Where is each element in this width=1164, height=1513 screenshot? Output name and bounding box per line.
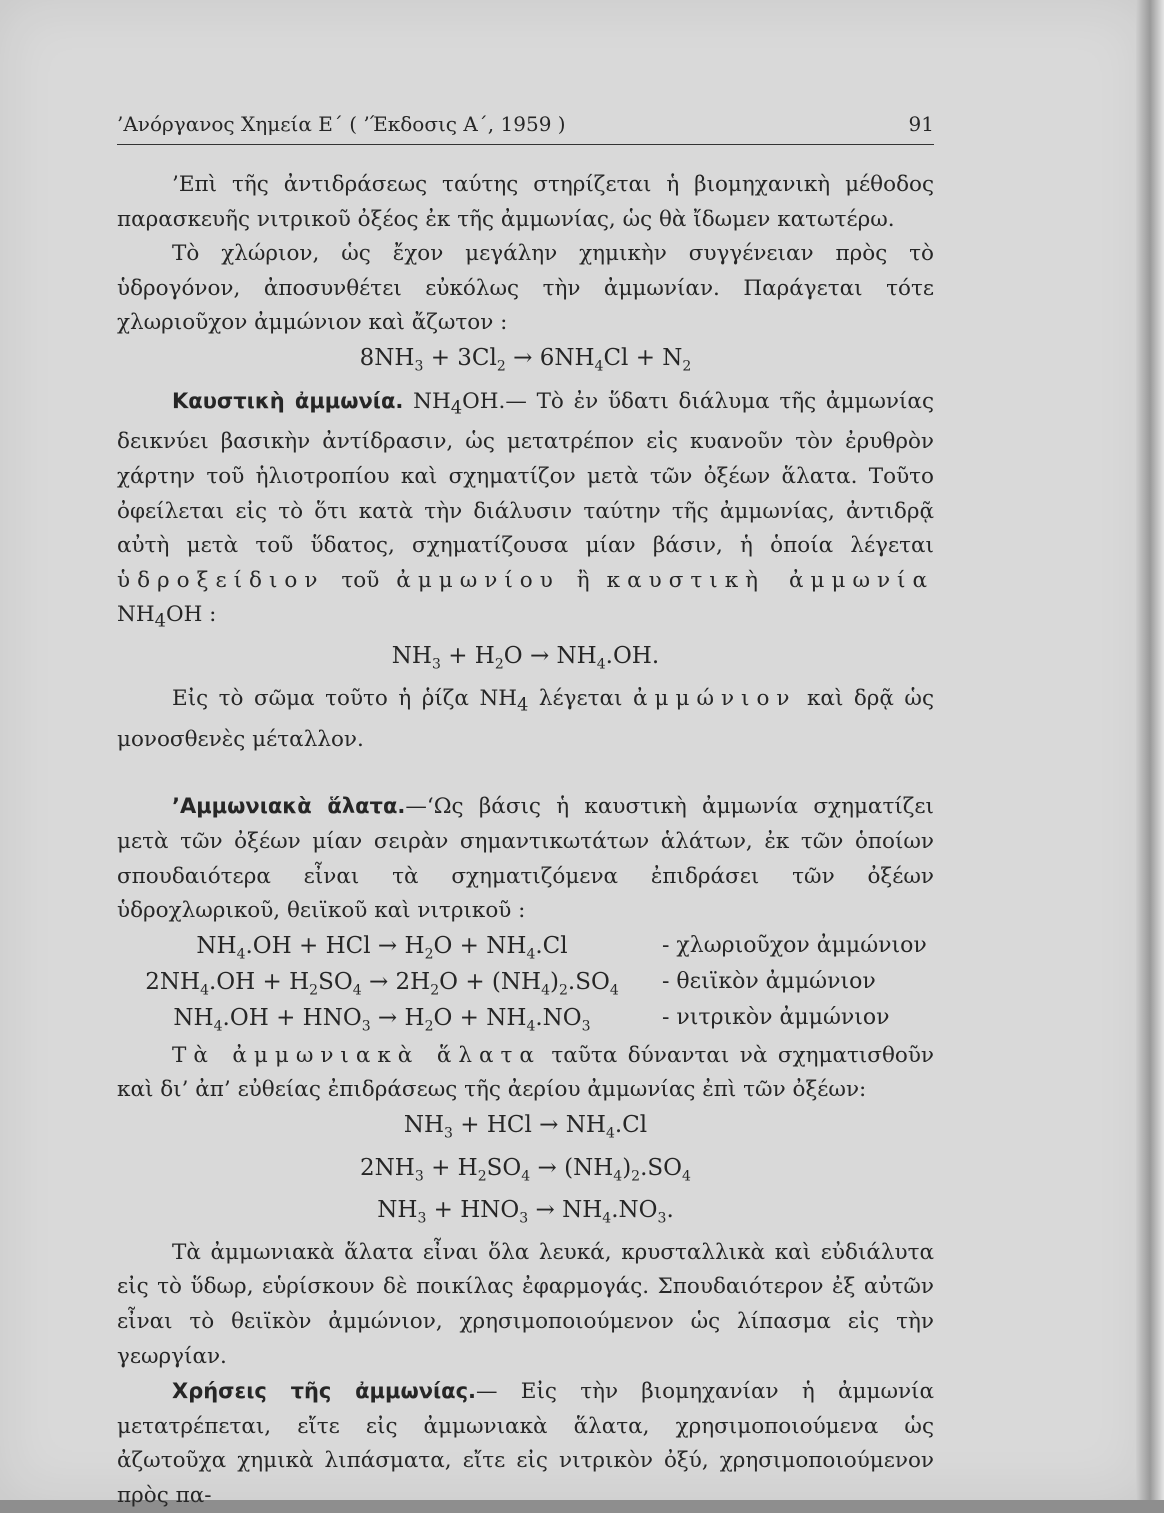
equation: $2NH_3 + H_2SO_4 \to (NH_4)_2.SO_4$ [360, 1154, 691, 1185]
page-number: 91 [908, 112, 934, 136]
header-title: ’Ανόργανος Χημεία Ε΄ ( ’Έκδοσις Α΄, 1959 ) [117, 112, 566, 136]
paragraph: Τὰ ἀμμωνιακὰ ἅλατα εἶναι ὅλα λευκά, κρυσταλλικὰ καὶ εὐδιάλυτα εἰς τὸ ὕδωρ, εὑρίσκουν δὲ ποικίλας ἐφαρμογάς. Σπουδαιότερον ἐξ αὐτῶν εἶναι τὸ θειϊκὸν ἀμμώνιον, χρησιμοποιούμενον ὡς λίπασμα εἰς τὴν γεωργίαν. [117, 1239, 934, 1369]
salt-reactions [117, 929, 934, 1039]
salt-reaction-row: $NH_4.OH + HNO_3 \to H_2O + NH_4.NO_3$ - νιτρικὸν ἀμμώνιον [117, 1001, 934, 1035]
equation: $8NH_3 + 3Cl_2 \to 6NH_4Cl + N_2$ [359, 344, 692, 375]
section-heading: Χρήσεις τῆς ἀμμωνίας. [172, 1379, 477, 1404]
equation: $NH_3$ + HCl → $NH_4.Cl$ [403, 1111, 648, 1142]
equation: $NH_3 + HNO_3 \to NH_4.NO_3$. [377, 1197, 674, 1227]
book-edge [1136, 0, 1164, 1500]
salt-name: - νιτρικὸν ἀμμώνιον [662, 1004, 890, 1030]
section-caustic-ammonia: Καυστικὴ ἀμμωνία. $NH_4OH.—$ Τὸ ἐν ὕδατι διάλυμα τῆς ἀμμωνίας δεικνύει βασικὴν ἀντίδρασιν, ὡς μετατρέπον εἰς κυανοῦν τὸν ἐρυθρὸν χάρτην τοῦ ἡλιοτροπίου καὶ σχηματίζον μετὰ τῶν ὀξέων ἅλατα. Τοῦτο ὀφείλεται εἰς τὸ ὅτι κατὰ τὴν διάλυσιν ταύτην τῆς ἀμμωνίας, ἀντιδρᾷ αὐτὴ μετὰ τοῦ ὕδατος, σχηματίζουσα μίαν βάσιν, ἡ ὁποία λέγεται ὑδροξείδιον τοῦ ἀμμωνίου ἢ καυστικὴ ἀμμωνία $NH_4OH$ : [117, 388, 935, 632]
salt-name: - θειϊκὸν ἀμμώνιον [662, 968, 876, 994]
paragraph: Τὰ ἀμμωνιακὰ ἅλατα ταῦτα δύνανται νὰ σχηματισθοῦν καὶ δι’ ἀπ’ εὐθείας ἐπιδράσεως τῆς ἀερίου ἀμμωνίας ἐπὶ τῶν ὀξέων: [117, 1042, 934, 1103]
paragraph: ’Επὶ τῆς ἀντιδράσεως ταύτης στηρίζεται ἡ βιομηχανικὴ μέθοδος παρασκευῆς νιτρικοῦ ὀξέος ἐκ τῆς ἀμμωνίας, ὡς θὰ ἴδωμεν κατωτέρω. [117, 172, 934, 232]
page-body [117, 168, 934, 1513]
salt-reaction-row: $NH_4.OH$ + HCl → $H_2O + NH_4.Cl$ - χλωριοῦχον ἀμμώνιον [117, 929, 934, 963]
salt-reaction-row: $2NH_4.OH + H_2SO_4 \to 2H_2O + (NH_4)_2.SO_4$ - θειϊκὸν ἀμμώνιον [117, 965, 934, 999]
equation: $NH_3 + H_2O \to NH_4.OH$. [391, 643, 660, 673]
running-header [117, 110, 934, 145]
section-uses-of-ammonia: Χρήσεις τῆς ἀμμωνίας.— Εἰς τὴν βιομηχανίαν ἡ ἀμμωνία μετατρέπεται, εἴτε εἰς ἀμμωνιακὰ ἅλατα, χρησιμοποιούμενα ὡς ἀζωτοῦχα χημικὰ λιπάσματα, εἴτε εἰς νιτρικὸν ὀξύ, χρησιμοποιούμενον πρὸς πα- [117, 1379, 934, 1508]
salt-name: - χλωριοῦχον ἀμμώνιον [662, 932, 927, 958]
section-heading: Καυστικὴ ἀμμωνία. [172, 388, 404, 413]
section-heading: ’Αμμωνιακὰ ἅλατα. [172, 794, 406, 819]
paragraph: Εἰς τὸ σῶμα τοῦτο ἡ ῥίζα $NH_4$ λέγεται ἀμμώνιον καὶ δρᾷ ὡς μονοσθενὲς μέταλλον. [117, 685, 934, 752]
section-ammonium-salts: ’Αμμωνιακὰ ἅλατα.—‘Ως βάσις ἡ καυστικὴ ἀμμωνία σχηματίζει μετὰ τῶν ὀξέων μίαν σειρὰν σημαντικωτάτων ἁλάτων, ἐκ τῶν ὁποίων σπουδαιότερα εἶναι τὰ σχηματιζόμενα ἐπιδράσει τῶν ὀξέων ὑδροχλωρικοῦ, θειϊκοῦ καὶ νιτρικοῦ : [117, 794, 934, 924]
paragraph: Τὸ χλώριον, ὡς ἔχον μεγάλην χημικὴν συγγένειαν πρὸς τὸ ὑδρογόνον, ἀποσυνθέτει εὐκόλως τὴν ἀμμωνίαν. Παράγεται τότε χλωριοῦχον ἀμμώνιον καὶ ἄζωτον : [117, 241, 934, 336]
